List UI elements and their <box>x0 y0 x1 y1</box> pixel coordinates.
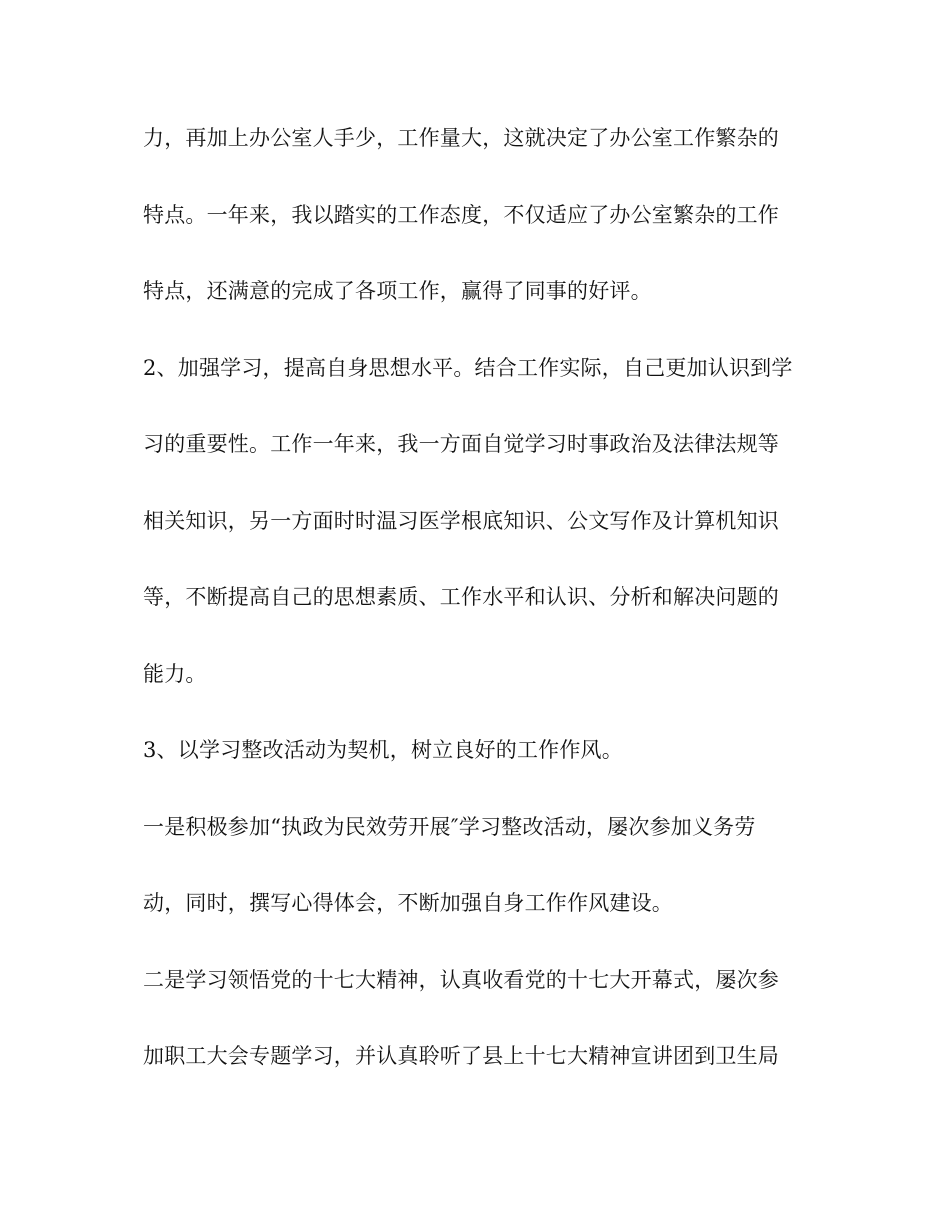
text-line-2: 特点。一年来，我以踏实的工作态度，不仅适应了办公室繁杂的工作 <box>143 202 779 227</box>
text-line-6: 相关知识，另一方面时时温习医学根底知识、公文写作及计算机知识 <box>143 508 779 533</box>
text-line-7: 等，不断提高自己的思想素质、工作水平和认识、分析和解决问题的 <box>143 585 779 609</box>
text-line-10: 一是积极参加“执政为民效劳开展″学习整改活动，屡次参加义务劳 <box>143 814 756 839</box>
text-line-13: 加职工大会专题学习，并认真聆听了县上十七大精神宣讲团到卫生局 <box>143 1044 779 1068</box>
body-text <box>143 128 823 1103</box>
text-line-12: 二是学习领悟党的十七大精神，认真收看党的十七大开幕式，屡次参 <box>143 967 779 992</box>
text-line-1: 力，再加上办公室人手少，工作量大，这就决定了办公室工作繁杂的 <box>143 126 779 150</box>
text-line-11: 动，同时，撰写心得体会，不断加强自身工作作风建设。 <box>143 891 673 915</box>
text-line-4: 2、加强学习，提高自身思想水平。结合工作实际，自己更加认识到学 <box>143 355 793 380</box>
text-line-3: 特点，还满意的完成了各项工作，赢得了同事的好评。 <box>143 279 652 303</box>
text-line-9: 3、以学习整改活动为契机，树立良好的工作作风。 <box>143 738 623 762</box>
text-line-5: 习的重要性。工作一年来，我一方面自觉学习时事政治及法律法规等 <box>143 432 779 456</box>
text-line-8: 能力。 <box>143 661 207 686</box>
